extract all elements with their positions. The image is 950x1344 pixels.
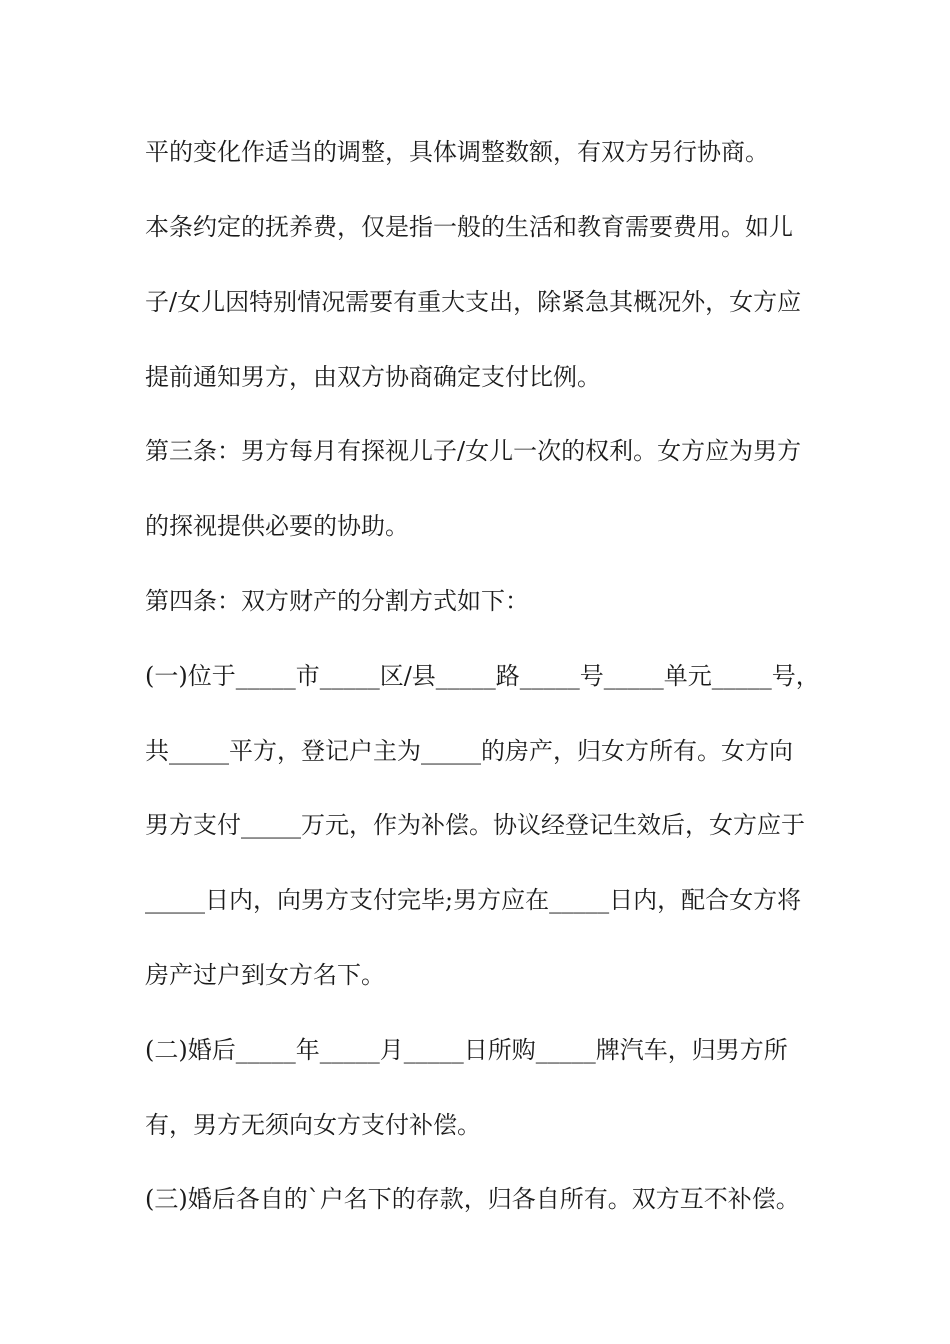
- paragraph-line: 本条约定的抚养费，仅是指一般的生活和教育需要费用。如儿: [145, 213, 793, 241]
- clause-three-line: (三)婚后各自的`户名下的存款，归各自所有。双方互不补偿。: [145, 1185, 800, 1213]
- clause-two-line: (二)婚后_____年_____月_____日所购_____牌汽车，归男方所: [145, 1036, 788, 1064]
- paragraph-line: 的探视提供必要的协助。: [145, 512, 409, 540]
- paragraph-line: _____日内，向男方支付完毕;男方应在_____日内，配合女方将: [145, 886, 802, 914]
- paragraph-line: 共_____平方，登记户主为_____的房产，归女方所有。女方向: [145, 737, 793, 765]
- article-four-heading: 第四条：双方财产的分割方式如下：: [145, 587, 529, 615]
- article-three-line: 第三条：男方每月有探视儿子/女儿一次的权利。女方应为男方: [145, 437, 802, 465]
- paragraph-line: 房产过户到女方名下。: [145, 961, 385, 989]
- paragraph-line: 有，男方无须向女方支付补偿。: [145, 1111, 481, 1139]
- clause-one-line: (一)位于_____市_____区/县_____路_____号_____单元_____号，: [145, 662, 820, 690]
- paragraph-line: 提前通知男方，由双方协商确定支付比例。: [145, 363, 601, 391]
- paragraph-line: 男方支付_____万元，作为补偿。协议经登记生效后，女方应于: [145, 811, 805, 839]
- paragraph-line: 子/女儿因特别情况需要有重大支出，除紧急其概况外，女方应: [145, 288, 802, 316]
- paragraph-line: 平的变化作适当的调整，具体调整数额，有双方另行协商。: [145, 138, 769, 166]
